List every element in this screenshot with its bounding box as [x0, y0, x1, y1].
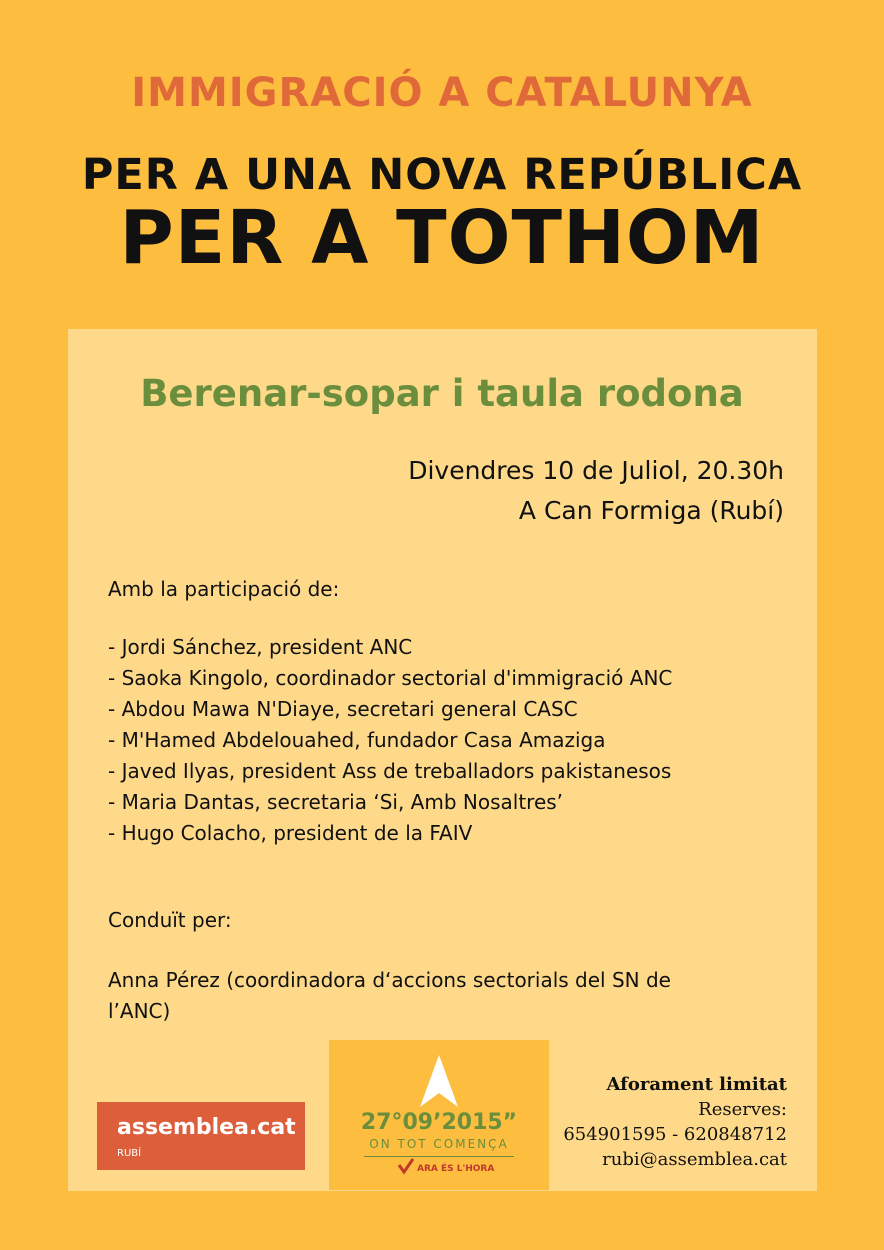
- participants-list: [108, 632, 672, 849]
- event-when-where: [408, 451, 784, 531]
- header-topic: IMMIGRACIÓ A CATALUNYA: [131, 70, 753, 116]
- arrow-up-icon: [418, 1053, 460, 1109]
- list-item: - M'Hamed Abdelouahed, fundador Casa Amaziga: [108, 728, 606, 752]
- assemblea-logo: [97, 1102, 305, 1170]
- contact-info: [563, 1072, 787, 1172]
- event-title: Berenar-sopar i taula rodona: [140, 372, 744, 415]
- moderator-label: Conduït per:: [108, 908, 232, 932]
- participants-intro: Amb la participació de:: [108, 577, 340, 601]
- campaign-badge: [329, 1040, 549, 1190]
- campaign-tagline: ON TOT COMENÇA: [369, 1137, 509, 1151]
- list-item: - Hugo Colacho, president de la FAIV: [108, 821, 473, 845]
- header-headline: PER A UNA NOVA REPÚBLICA: [81, 150, 803, 200]
- reservations-label: Reserves:: [698, 1099, 787, 1120]
- campaign-slogan: ARA ÉS L'HORA: [417, 1164, 495, 1174]
- campaign-date: 27°09’2015”: [360, 1110, 518, 1135]
- event-date-time: Divendres 10 de Juliol, 20.30h: [408, 456, 784, 485]
- list-item: - Maria Dantas, secretaria ‘Si, Amb Nosaltres’: [108, 790, 564, 814]
- header-headline-large: PER A TOTHOM: [119, 195, 765, 281]
- list-item: - Javed Ilyas, president Ass de treballadors pakistanesos: [108, 759, 672, 783]
- moderator-name: [108, 965, 788, 1027]
- event-place: A Can Formiga (Rubí): [518, 496, 784, 525]
- campaign-divider: [364, 1156, 514, 1157]
- list-item: - Abdou Mawa N'Diaye, secretari general CASC: [108, 697, 578, 721]
- logo-text: assemblea.cat: [117, 1115, 296, 1140]
- phone-numbers: 654901595 - 620848712: [563, 1124, 787, 1145]
- moderator-line-2: l’ANC): [108, 999, 171, 1023]
- logo-subtext: RUBÍ: [117, 1148, 142, 1159]
- list-item: - Jordi Sánchez, president ANC: [108, 635, 413, 659]
- contact-email: rubi@assemblea.cat: [602, 1149, 787, 1170]
- list-item: - Saoka Kingolo, coordinador sectorial d'immigració ANC: [108, 666, 673, 690]
- moderator-line-1: Anna Pérez (coordinadora d‘accions sectorials del SN de: [108, 968, 671, 992]
- capacity-notice: Aforament limitat: [606, 1074, 787, 1095]
- checkmark-icon: [397, 1157, 415, 1175]
